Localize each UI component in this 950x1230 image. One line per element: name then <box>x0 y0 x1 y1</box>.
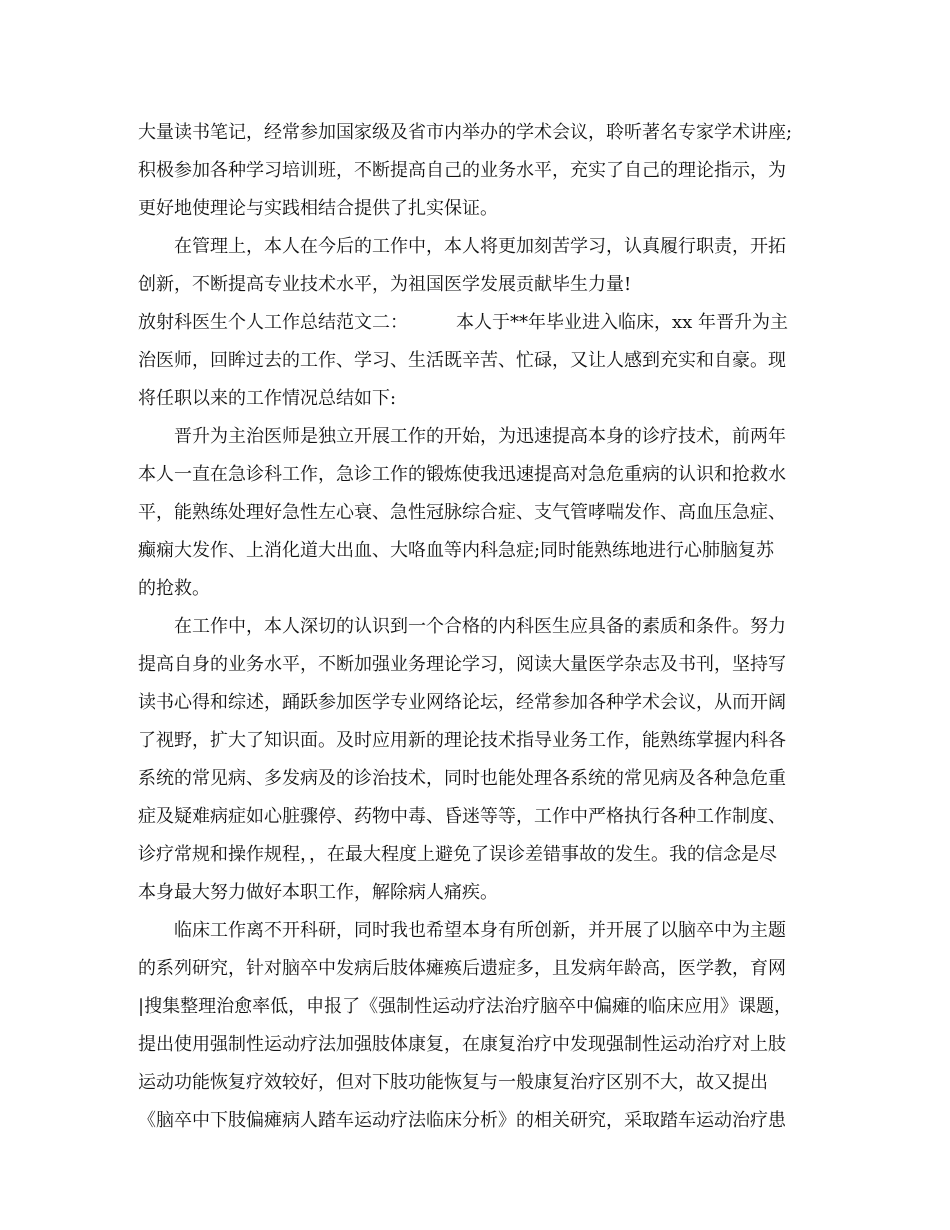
text-line: 系统的常见病、多发病及的诊治技术，同时也能处理各系统的常见病及各种急危重 <box>138 768 786 789</box>
text-line: 本人于**年毕业进入临床，xx 年晋升为主 <box>456 312 789 333</box>
paragraph-first-line: 在管理上，本人在今后的工作中，本人将更加刻苦学习，认真履行职责，开拓 <box>174 236 786 257</box>
text-line: 积极参加各种学习培训班，不断提高自己的业务水平，充实了自己的理论指示，为 <box>138 160 786 181</box>
text-line: 本身最大努力做好本职工作，解除病人痛疾。 <box>138 882 498 903</box>
text-line: 平，能熟练处理好急性左心衰、急性冠脉综合症、支气管哮喘发作、高血压急症、 <box>138 502 786 523</box>
text-line: 症及疑难病症如心脏骤停、药物中毒、昏迷等等，工作中严格执行各种工作制度、 <box>138 806 786 827</box>
text-line: 将任职以来的工作情况总结如下: <box>138 388 397 409</box>
text-line: 大量读书笔记，经常参加国家级及省市内举办的学术会议，聆听著名专家学术讲座; <box>138 122 793 143</box>
paragraph-first-line: 临床工作离不开科研，同时我也希望本身有所创新，并开展了以脑卒中为主题 <box>174 920 786 941</box>
text-line: |搜集整理治愈率低，申报了《强制性运动疗法治疗脑卒中偏瘫的临床应用》课题， <box>138 996 793 1017</box>
text-line: 提出使用强制性运动疗法加强肢体康复，在康复治疗中发现强制性运动治疗对上肢 <box>138 1034 786 1055</box>
text-line: 本人一直在急诊科工作，急诊工作的锻炼使我迅速提高对急危重病的认识和抢救水 <box>138 464 786 485</box>
text-line: 的抢救。 <box>138 578 210 599</box>
section-heading: 放射科医生个人工作总结范文二： <box>138 312 408 333</box>
text-line: 诊疗常规和操作规程，，在最大程度上避免了误诊差错事故的发生。我的信念是尽 <box>138 844 777 865</box>
text-line: 治医师，回眸过去的工作、学习、生活既辛苦、忙碌，又让人感到充实和自豪。现 <box>138 350 786 371</box>
paragraph-first-line: 晋升为主治医师是独立开展工作的开始，为迅速提高本身的诊疗技术，前两年 <box>174 426 786 447</box>
text-line: 创新，不断提高专业技术水平，为祖国医学发展贡献毕生力量! <box>138 274 632 295</box>
text-line: 更好地使理论与实践相结合提供了扎实保证。 <box>138 198 498 219</box>
text-line: 提高自身的业务水平，不断加强业务理论学习，阅读大量医学杂志及书刊，坚持写 <box>138 654 786 675</box>
text-line: 《脑卒中下肢偏瘫病人踏车运动疗法临床分析》的相关研究，采取踏车运动治疗患 <box>138 1110 786 1131</box>
text-line: 了视野，扩大了知识面。及时应用新的理论技术指导业务工作，能熟练掌握内科各 <box>138 730 786 751</box>
text-line: 的系列研究，针对脑卒中发病后肢体瘫痪后遗症多，且发病年龄高，医学教，育网 <box>138 958 786 979</box>
text-line: 读书心得和综述，踊跃参加医学专业网络论坛，经常参加各种学术会议，从而开阔 <box>138 692 786 713</box>
text-line: 癫痫大发作、上消化道大出血、大咯血等内科急症;同时能熟练地进行心肺脑复苏 <box>138 540 775 561</box>
text-line: 运动功能恢复疗效较好，但对下肢功能恢复与一般康复治疗区别不大，故又提出 <box>138 1072 768 1093</box>
paragraph-first-line: 在工作中，本人深切的认识到一个合格的内科医生应具备的素质和条件。努力 <box>174 616 786 637</box>
